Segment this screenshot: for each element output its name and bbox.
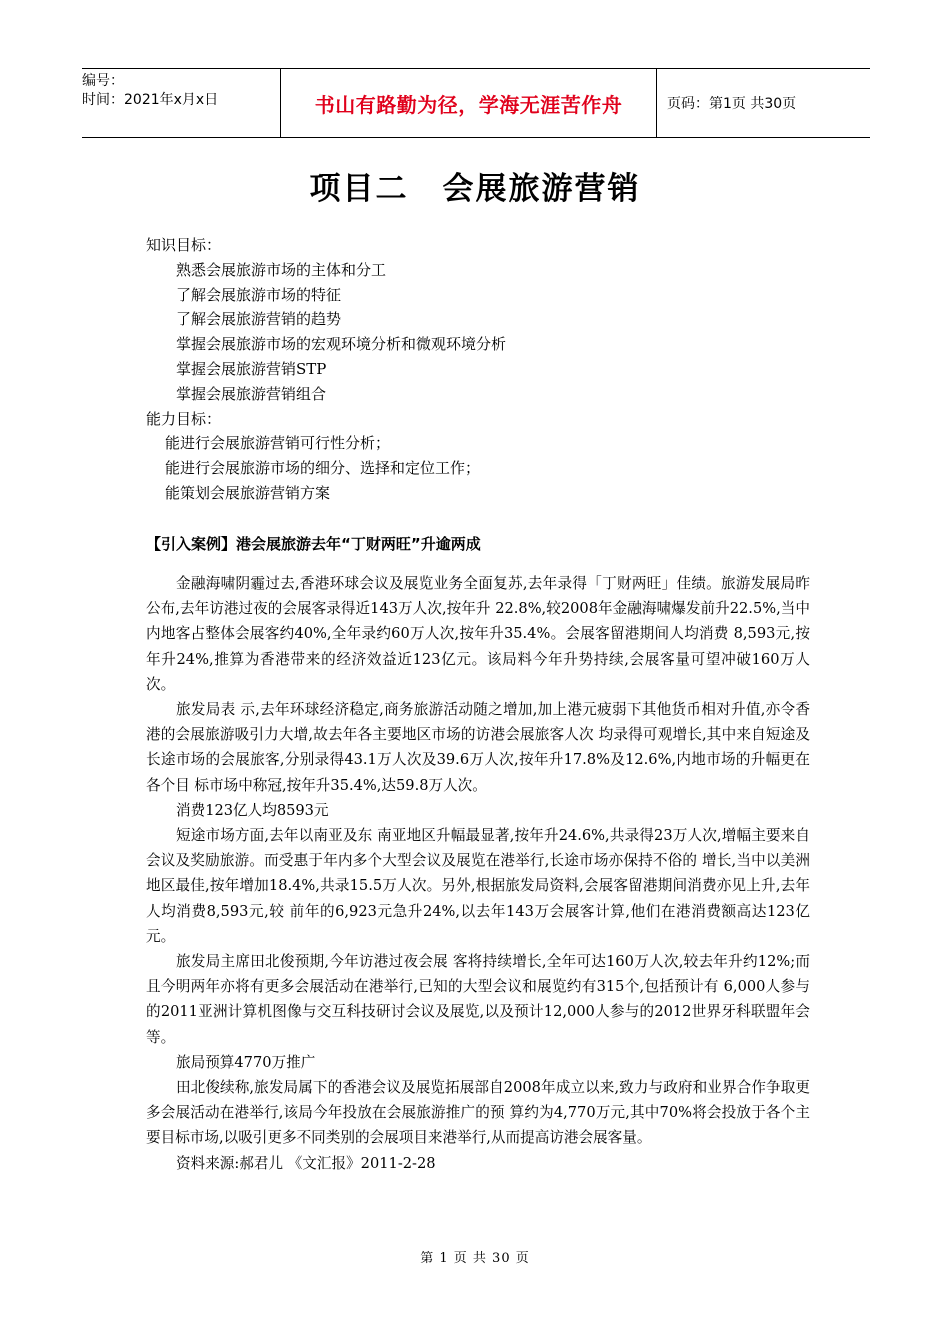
title-topic: 会展旅游营销 xyxy=(442,171,641,207)
article-paragraph: 旅发局表 示,去年环球经济稳定,商务旅游活动随之增加,加上港元疲弱下其他货币相对升值,亦令香港的会展旅游吸引力大增,故去年各主要地区市场的访港会展旅客人次 均录得可观增长,其中来自短途及长途市场的会展旅客,分别录得43.1万人次及39.6万人次,按年升17.8%及12.6%,内地市场的升幅更在各个目 标市场中称冠,按年升35.4%,达59.8万人次。 xyxy=(146,701,810,794)
knowledge-item: 掌握会展旅游营销组合 xyxy=(176,384,327,403)
ability-item: 能策划会展旅游营销方案 xyxy=(165,483,331,502)
article-subheading: 旅局预算4770万推广 xyxy=(176,1053,316,1071)
header-motto: 书山有路勤为径，学海无涯苦作舟 xyxy=(314,92,623,117)
knowledge-item: 了解会展旅游营销的趋势 xyxy=(176,310,342,329)
article-subheading: 消费123亿人均8593元 xyxy=(176,801,329,819)
title-project-number: 项目二 xyxy=(309,171,409,207)
page-title xyxy=(0,163,950,208)
article-paragraph: 田北俊续称,旅发局属下的香港会议及展览拓展部自2008年成立以来,致力与政府和业界合作争取更多会展活动在港举行,该局今年投放在会展旅游推广的预 算约为4,770万元,其中70%将会投放于各个主要目标市场,以吸引更多不同类别的会展项目来港举行,从而提高访港会展客量。 xyxy=(146,1079,810,1147)
knowledge-item: 掌握会展旅游营销STP xyxy=(176,359,327,378)
header-page-code: 页码：第1页 共30页 xyxy=(667,96,797,112)
ability-item: 能进行会展旅游营销可行性分析； xyxy=(165,434,391,453)
case-title: 【引入案例】港会展旅游去年“丁财两旺”升逾两成 xyxy=(146,535,481,553)
knowledge-item: 熟悉会展旅游市场的主体和分工 xyxy=(176,260,387,279)
ability-item: 能进行会展旅游市场的细分、选择和定位工作； xyxy=(165,459,481,478)
learning-objectives xyxy=(146,233,826,506)
article-source: 资料来源:郝君儿 《文汇报》2011-2-28 xyxy=(176,1154,436,1172)
document-date: 时间：2021年x月x日 xyxy=(82,92,219,108)
knowledge-item: 掌握会展旅游市场的宏观环境分析和微观环境分析 xyxy=(176,335,507,354)
document-number-label: 编号： xyxy=(82,73,124,89)
article-paragraph: 金融海啸阴霾过去,香港环球会议及展览业务全面复苏,去年录得「丁财两旺」佳绩。旅游发展局昨公布,去年访港过夜的会展客录得近143万人次,按年升 22.8%,较2008年金融海啸爆发前升22.5%,当中内地客占整体会展客约40%,全年录约60万人次,按年升35.4%。会展客留港期间人均消费 8,593元,按年升24%,推算为香港带来的经济效益近123亿元。该局料今年升势持续,会展客量可望冲破160万人次。 xyxy=(146,575,810,693)
knowledge-heading: 知识目标： xyxy=(146,236,222,254)
header-motto-cell xyxy=(281,69,657,137)
knowledge-item: 了解会展旅游市场的特征 xyxy=(176,285,342,304)
ability-heading: 能力目标： xyxy=(146,409,222,428)
page-header xyxy=(82,68,870,138)
article-paragraph: 短途市场方面,去年以南亚及东 南亚地区升幅最显著,按年升24.6%,共录得23万人次,增幅主要来自会议及奖励旅游。而受惠于年内多个大型会议及展览在港举行,长途市场亦保持不俗的 增长,当中以美洲地区最佳,按年增加18.4%,共录15.5万人次。另外,根据旅发局资料,会展客留港期间消费亦见上升,去年人均消费8,593元,较 前年的6,923元急升24%,以去年143万会展客计算,他们在港消费额高达123亿元。 xyxy=(146,827,810,945)
header-meta xyxy=(82,69,281,137)
case-article xyxy=(146,571,810,1176)
article-paragraph: 旅发局主席田北俊预期,今年访港过夜会展 客将持续增长,全年可达160万人次,较去年升约12%;而且今明两年亦将有更多会展活动在港举行,已知的大型会议和展览约有315个,包括预计有 6,000人参与的2011亚洲计算机图像与交互科技研讨会议及展览,以及预计12,000人参与的2012世界牙科联盟年会等。 xyxy=(146,953,810,1046)
page-footer: 第 1 页 共 30 页 xyxy=(420,1251,530,1266)
